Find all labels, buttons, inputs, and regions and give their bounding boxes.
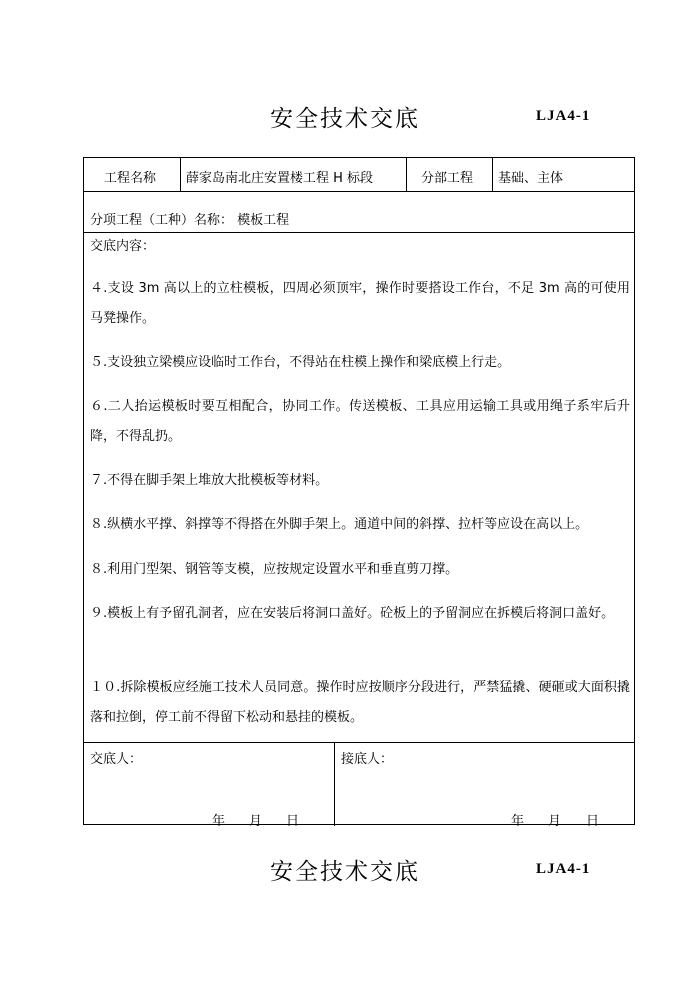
subitem-label [90,209,289,228]
giver-date-month: 月 [249,814,263,829]
col-divider [180,158,181,191]
content-label: 交底内容： [90,239,156,254]
document-code: LJA4-1 [536,108,591,124]
safety-briefing-form [83,157,635,829]
document-title: 安全技术交底 [270,106,420,132]
subitem-label-text: 分项工程（工种）名称： [90,213,234,228]
receiver-label: 接底人： [341,752,394,767]
briefing-item: １０.拆除模板应经施工技术人员同意。操作时应按顺序分段进行，严禁猛撬、硬砸或大面积撬落和拉倒，停工前不得留下松动和悬挂的模板。 [90,680,630,725]
briefing-item: ５.支设独立梁模应设临时工作台，不得站在柱模上操作和梁底模上行走。 [90,355,511,370]
col-divider [334,742,335,826]
receiver-date-day: 日 [586,814,600,829]
project-name-label: 工程名称 [104,171,157,186]
briefing-item: ７.不得在脚手架上堆放大批模板等材料。 [90,473,329,488]
project-name-value: 薛家岛南北庄安置楼工程 H 标段 [186,171,374,186]
briefing-item: ４.支设 3m 高以上的立柱模板，四周必须顶牢，操作时要搭设工作台，不足 3m 高的可使用马凳操作。 [90,281,630,326]
giver-date-day: 日 [286,814,300,829]
giver-label: 交底人： [90,752,143,767]
briefing-item: ６.二人抬运模板时要互相配合，协同工作。传送模板、工具应用运输工具或用绳子系牢后升降，不得乱扔。 [90,399,630,444]
receiver-date-year: 年 [511,814,525,829]
col-divider [406,158,407,191]
row-divider [84,191,634,192]
briefing-item: ９.模板上有予留孔洞者，应在安装后将洞口盖好。砼板上的予留洞应在拆模后将洞口盖好。 [90,606,615,621]
briefing-item: ８.纵横水平撑、斜撑等不得搭在外脚手架上。通道中间的斜撑、拉杆等应设在高以上。 [90,517,589,532]
division-label: 分部工程 [421,171,474,186]
subitem-value: 模板工程 [237,213,290,228]
briefing-item: ８.利用门型架、钢管等支模，应按规定设置水平和垂直剪刀撑。 [90,562,459,577]
col-divider [492,158,493,191]
row-divider [84,232,634,233]
giver-date-year: 年 [212,814,226,829]
division-value: 基础、主体 [498,171,564,186]
next-page-code: LJA4-1 [536,861,591,877]
row-divider [84,742,634,743]
next-page-title: 安全技术交底 [270,859,420,885]
receiver-date-month: 月 [548,814,562,829]
